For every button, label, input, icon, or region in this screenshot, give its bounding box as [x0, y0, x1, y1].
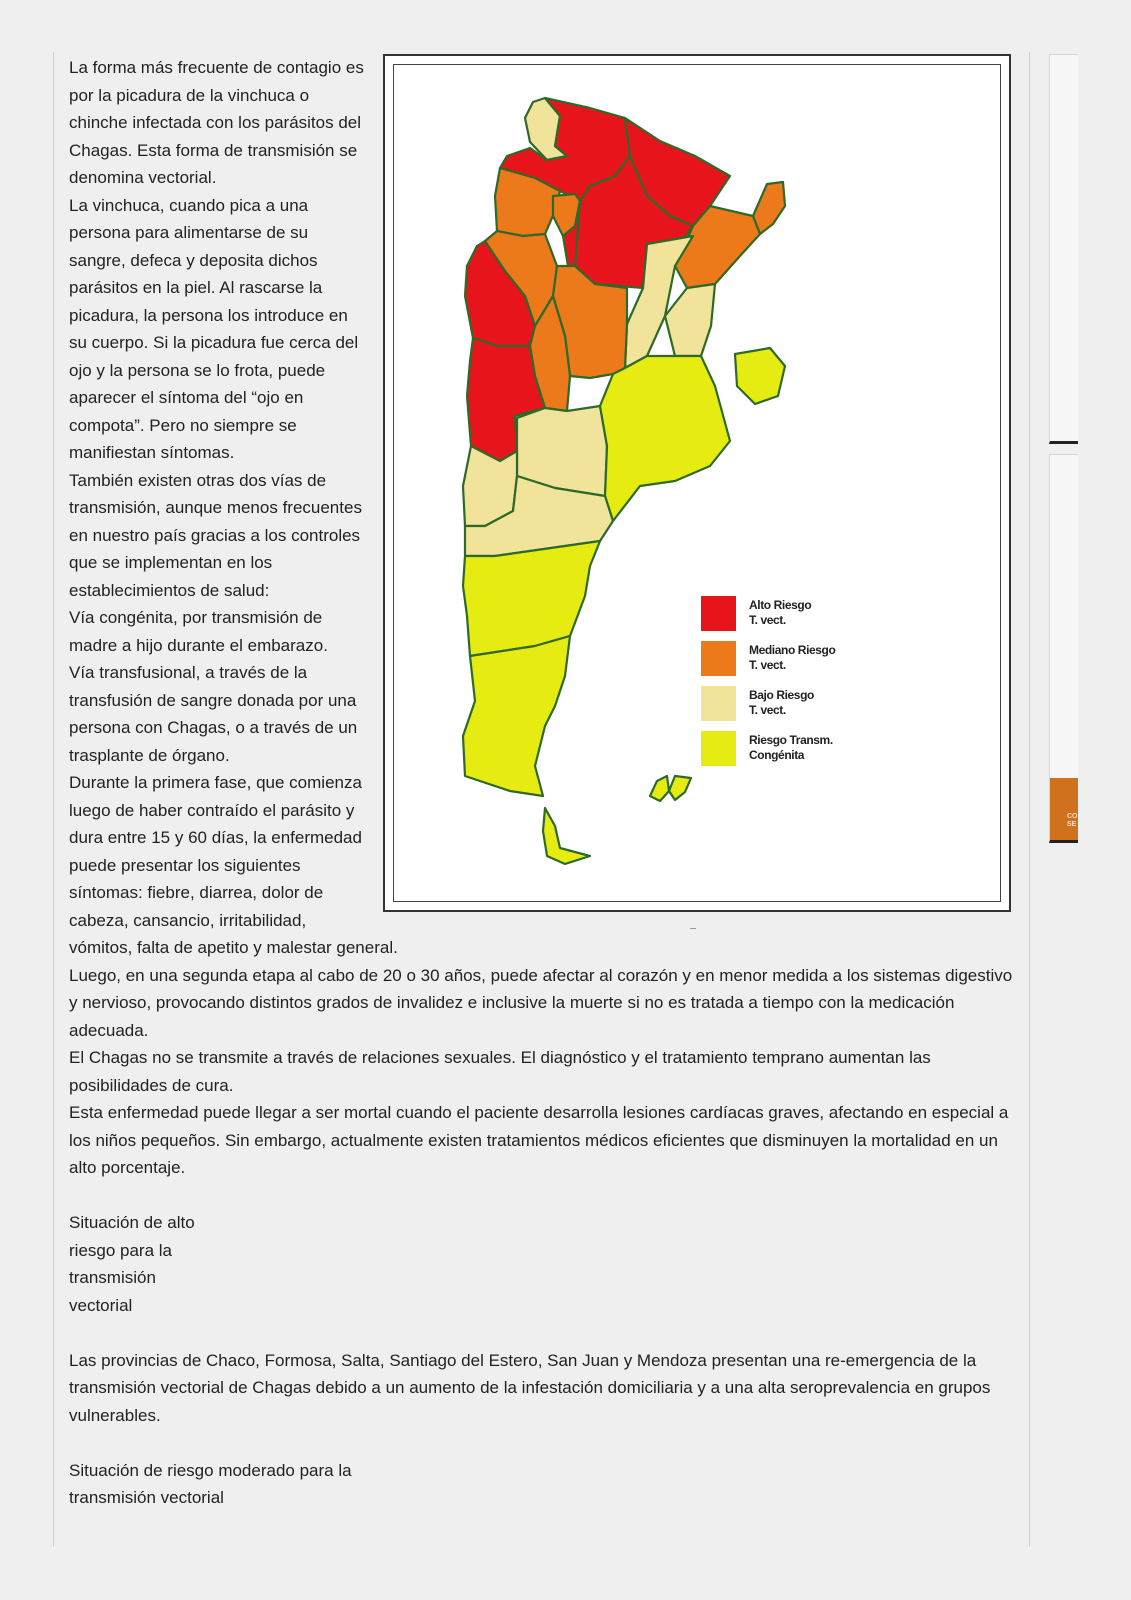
- region-malvinas-west: [650, 776, 669, 801]
- region-buenosaires: [600, 356, 730, 521]
- paragraph: La vinchuca, cuando pica a una persona para alimentarse de su sangre, defeca y deposita dichos parásitos en la piel. Al rascarse la picadura, la persona los introduce en su cuerpo. Si la picadura fue cerca del ojo y la persona se lo frota, puede aparecer el síntoma del “ojo en compota”. Pero no siempre se manifiestan síntomas.: [69, 195, 359, 462]
- legend-swatch-congenital: [701, 731, 736, 766]
- paragraph: Vía congénita, por transmisión de madre a hijo durante el embarazo.: [69, 608, 328, 655]
- legend-swatch-high: [701, 596, 736, 631]
- paragraph: Esta enfermedad puede llegar a ser mortal cuando el paciente desarrolla lesiones cardíacas graves, afectando en especial a los niños pequeños. Sin embargo, actualmente existen tratamientos médicos eficientes que disminuyen la mortalidad en un alto porcentaje.: [69, 1103, 1009, 1177]
- legend-label-congenital: Riesgo Transm. Congénita: [749, 733, 833, 762]
- region-chubut: [463, 541, 600, 656]
- left-divider: [53, 52, 54, 1547]
- section-body: Las provincias de Chaco, Formosa, Salta, Santiago del Estero, San Juan y Mendoza presentan una re-emergencia de la transmisión vectorial de Chagas debido a un aumento de la infestación domiciliaria y a una alta seroprevalencia en grupos vulnerables.: [69, 1350, 991, 1425]
- legend-swatch-low: [701, 686, 736, 721]
- legend-swatch-medium: [701, 641, 736, 676]
- paragraph: Vía transfusional, a través de la transfusión de sangre donada por una persona con Chagas, o a través de un trasplante de órgano.: [69, 663, 358, 765]
- right-divider: [1029, 52, 1030, 1547]
- region-malvinas-east: [669, 776, 691, 800]
- legend-label-high: Alto Riesgo T. vect.: [749, 598, 812, 627]
- paragraph: El Chagas no se transmite a través de relaciones sexuales. El diagnóstico y el tratamiento temprano aumentan las posibilidades de cura.: [69, 1048, 931, 1095]
- region-santacruz: [463, 636, 570, 796]
- paragraph: También existen otras dos vías de transmisión, aunque menos frecuentes en nuestro país gracias a los controles que se implementan en los establecimientos de salud:: [69, 470, 362, 600]
- section-heading: Situación de riesgo moderado para la transmisión vectorial: [69, 1460, 352, 1507]
- paragraph: La forma más frecuente de contagio es por la picadura de la vinchuca o chinche infectada con los parásitos del Chagas. Esta forma de transmisión se denomina vectorial.: [69, 58, 364, 187]
- sidebar-card[interactable]: [1049, 54, 1078, 444]
- risk-map-figure: [383, 54, 1011, 912]
- paragraph: Durante la primera fase, que comienza luego de haber contraído el parásito y dura entre 15 y 60 días, la enfermedad puede presentar los siguientes síntomas: fiebre, diarrea, dolor de cabeza, cansancio, irritabilidad, vómitos, falta de apetito y malestar general.: [69, 773, 398, 957]
- legend-label-medium: Mediano Riesgo T. vect.: [749, 643, 836, 672]
- region-uruguay: [735, 348, 785, 404]
- argentina-map: [385, 56, 1009, 910]
- article-body: [69, 54, 1019, 1512]
- sidebar-card-text: CO SE: [1067, 813, 1078, 828]
- sidebar-card[interactable]: [1049, 454, 1078, 843]
- region-tierradelfuego: [543, 808, 590, 864]
- caption-mark: [690, 928, 696, 929]
- legend-label-low: Bajo Riesgo T. vect.: [749, 688, 814, 717]
- section-heading: Situación de alto riesgo para la transmisión vectorial: [69, 1213, 195, 1315]
- region-entrerios: [665, 284, 715, 356]
- paragraph: Luego, en una segunda etapa al cabo de 20 o 30 años, puede afectar al corazón y en menor medida a los sistemas digestivo y nervioso, provocando distintos grados de invalidez e inclusive la muerte si no es tratada a tiempo con la medicación adecuada.: [69, 965, 1013, 1040]
- sidebar-card-accent: [1050, 778, 1078, 840]
